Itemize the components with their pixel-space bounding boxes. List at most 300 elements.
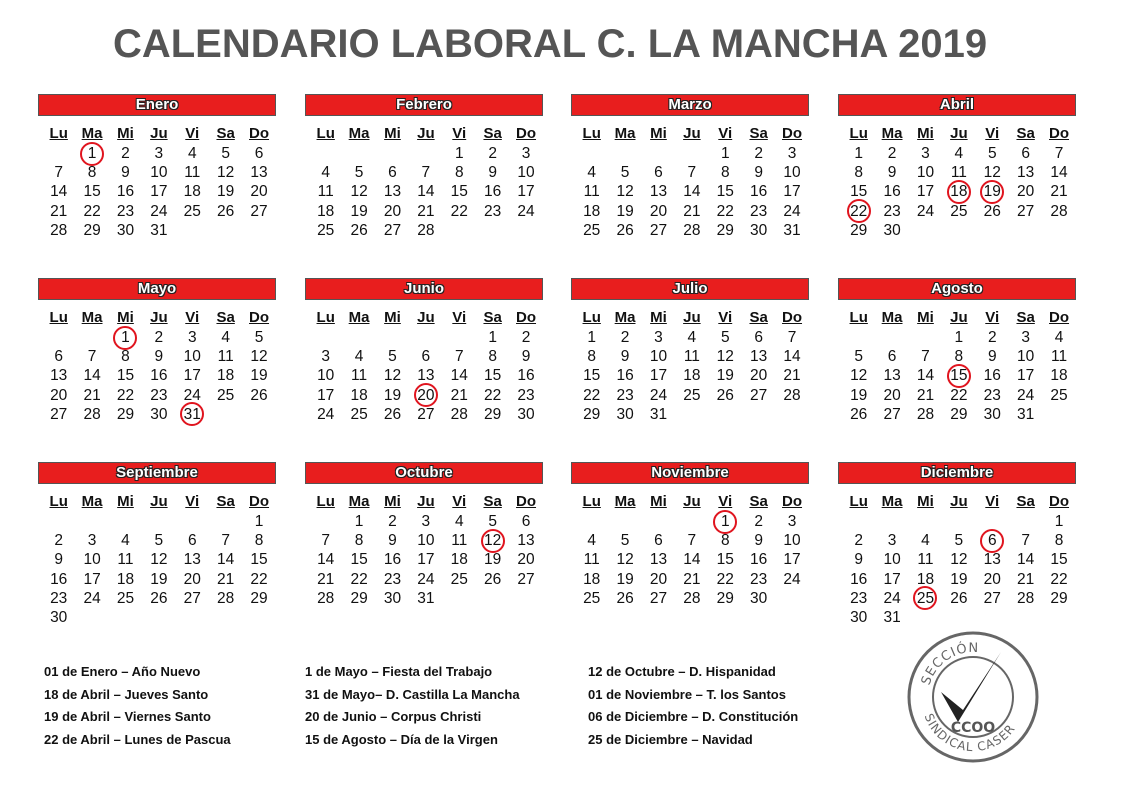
day-cell: 28 (683, 221, 701, 239)
month-name: Julio (571, 278, 809, 300)
day-cell: 1 (254, 513, 264, 530)
day-cell: 22 (1050, 570, 1068, 588)
day-cell: 7 (321, 532, 330, 550)
weekday-label: Vi (718, 125, 733, 142)
day-cell: 4 (454, 513, 464, 530)
weekday-label: Do (249, 493, 270, 510)
holiday-day: 12 (476, 531, 509, 550)
day-cell: 2 (887, 145, 897, 162)
legend-item: 12 de Octubre – D. Hispanidad (588, 664, 776, 679)
day-cell: 24 (1017, 386, 1035, 404)
weekday-label: Sa (1016, 125, 1035, 142)
empty-cell (42, 144, 75, 163)
weekday-label: Vi (452, 493, 467, 510)
month-4 (38, 278, 276, 423)
day-cell: 27 (250, 202, 268, 220)
legend-item: 06 de Diciembre – D. Constitución (588, 709, 799, 724)
weekday-label: Lu (316, 309, 335, 326)
day-cell: 13 (383, 183, 402, 201)
day-cell: 16 (517, 367, 535, 385)
day-cell: 26 (217, 202, 235, 220)
day-cell: 19 (616, 202, 634, 220)
day-cell: 19 (150, 570, 168, 588)
day-cell: 29 (583, 405, 601, 423)
day-cell: 11 (117, 551, 134, 569)
month-name: Diciembre (838, 462, 1076, 484)
month-3 (838, 94, 1076, 239)
day-cell: 7 (687, 164, 697, 182)
day-cell: 14 (50, 183, 68, 201)
day-cell: 28 (783, 386, 801, 404)
month-10 (571, 462, 809, 607)
day-cell: 26 (350, 221, 368, 239)
day-cell: 25 (450, 570, 468, 588)
legend-item: 15 de Agosto – Día de la Virgen (305, 731, 498, 747)
month-days-grid (842, 124, 1076, 240)
day-cell: 9 (121, 164, 130, 182)
day-cell: 11 (351, 367, 368, 385)
day-cell: 16 (883, 183, 901, 201)
day-cell: 29 (250, 589, 268, 607)
day-cell: 26 (716, 386, 734, 404)
day-cell: 13 (649, 183, 668, 201)
empty-cell (309, 512, 342, 531)
day-cell: 9 (987, 348, 997, 366)
day-cell: 3 (787, 145, 797, 162)
day-cell: 15 (350, 551, 368, 569)
day-cell: 16 (383, 551, 402, 569)
day-cell: 28 (1050, 202, 1068, 220)
day-cell: 29 (716, 589, 734, 607)
day-cell: 18 (450, 551, 468, 569)
day-cell: 21 (683, 570, 701, 588)
day-cell: 28 (83, 405, 101, 423)
weekday-label: Lu (582, 493, 601, 510)
month-name: Octubre (305, 462, 543, 484)
day-cell: 31 (883, 608, 901, 626)
weekday-label: Ma (881, 125, 903, 142)
empty-cell (376, 144, 409, 163)
day-cell: 21 (50, 202, 68, 220)
day-cell: 27 (50, 405, 68, 423)
weekday-label: Mi (384, 493, 401, 510)
empty-cell (42, 328, 75, 347)
legend-item: 20 de Junio – Corpus Christi (305, 709, 482, 724)
day-cell: 24 (183, 386, 201, 404)
day-cell: 11 (451, 532, 468, 550)
day-cell: 25 (217, 386, 235, 404)
day-cell: 6 (388, 164, 397, 182)
weekday-label: Sa (216, 125, 235, 142)
day-cell: 26 (850, 405, 868, 423)
day-cell: 20 (50, 386, 68, 404)
day-cell: 19 (950, 570, 968, 588)
day-cell: 27 (750, 386, 768, 404)
weekday-label: Ju (950, 493, 968, 510)
empty-cell (142, 512, 175, 531)
month-0 (38, 94, 276, 239)
day-cell: 15 (83, 183, 101, 201)
empty-cell (575, 144, 608, 163)
day-cell: 22 (484, 386, 502, 404)
day-cell: 3 (654, 329, 663, 346)
weekday-label: Do (249, 309, 270, 326)
weekday-label: Ju (150, 125, 168, 142)
day-cell: 21 (417, 202, 435, 220)
day-cell: 9 (620, 348, 630, 366)
day-cell: 23 (484, 202, 502, 220)
day-cell: 14 (683, 183, 701, 201)
empty-cell (42, 512, 75, 531)
day-cells (309, 328, 543, 424)
day-cell: 14 (916, 367, 935, 385)
empty-cell (642, 144, 675, 163)
day-cell: 20 (983, 570, 1001, 588)
empty-cell (675, 144, 708, 163)
weekday-label: Sa (1016, 493, 1035, 510)
empty-cell (75, 328, 108, 347)
day-cell: 3 (187, 329, 197, 346)
day-cell: 6 (754, 329, 763, 346)
weekday-label: Ma (614, 493, 636, 510)
empty-cell (608, 144, 641, 163)
weekday-header (42, 124, 276, 144)
weekday-label: Ju (417, 493, 435, 510)
holiday-day: 15 (942, 366, 975, 385)
day-cell: 3 (1021, 329, 1030, 346)
day-cell: 12 (850, 367, 868, 385)
day-cell: 22 (716, 570, 734, 588)
ccoo-seal-logo (906, 630, 1041, 765)
day-cells (842, 144, 1076, 240)
weekday-label: Do (782, 309, 803, 326)
day-cell: 6 (421, 348, 431, 366)
day-cell: 27 (649, 589, 668, 607)
month-5 (305, 278, 543, 423)
day-cell: 5 (854, 348, 863, 366)
day-cell: 23 (883, 202, 901, 220)
day-cell: 2 (754, 513, 763, 530)
empty-cell (575, 512, 608, 531)
day-cell: 10 (83, 551, 101, 569)
weekday-label: Do (1049, 125, 1070, 142)
holiday-day: 1 (109, 328, 142, 347)
weekday-label: Ma (348, 125, 370, 142)
day-cell: 25 (583, 589, 601, 607)
day-cell: 11 (683, 348, 700, 366)
day-cell: 23 (50, 589, 68, 607)
empty-cell (409, 328, 442, 347)
day-cell: 14 (417, 183, 435, 201)
weekday-label: Sa (483, 493, 502, 510)
day-cell: 14 (783, 348, 801, 366)
day-cell: 8 (354, 532, 364, 550)
weekday-label: Ju (150, 309, 168, 326)
day-cell: 27 (983, 589, 1001, 607)
day-cell: 4 (187, 145, 197, 162)
day-cell: 25 (1050, 386, 1068, 404)
day-cell: 10 (649, 348, 668, 366)
empty-cell (909, 512, 942, 531)
day-cell: 30 (116, 221, 135, 239)
empty-cell (309, 328, 342, 347)
day-cell: 12 (250, 348, 268, 366)
day-cell: 31 (150, 221, 168, 239)
day-cell: 11 (184, 164, 201, 182)
day-cell: 21 (1017, 570, 1035, 588)
day-cell: 14 (317, 551, 335, 569)
weekday-label: Vi (452, 125, 467, 142)
day-cell: 1 (720, 145, 730, 162)
day-cell: 5 (954, 532, 964, 550)
empty-cell (409, 144, 442, 163)
day-cells (575, 512, 809, 608)
day-cell: 20 (383, 202, 402, 220)
day-cell: 22 (83, 202, 101, 220)
day-cell: 18 (217, 367, 235, 385)
day-cell: 3 (521, 145, 531, 162)
weekday-label: Lu (49, 125, 68, 142)
day-cell: 9 (754, 164, 763, 182)
day-cells (575, 144, 809, 240)
day-cell: 6 (887, 348, 897, 366)
day-cell: 27 (1017, 202, 1035, 220)
month-7 (838, 278, 1076, 423)
day-cell: 18 (350, 386, 368, 404)
day-cell: 30 (883, 221, 901, 239)
day-cell: 19 (616, 570, 634, 588)
day-cell: 13 (183, 551, 201, 569)
day-cell: 1 (488, 329, 497, 346)
weekday-label: Sa (483, 125, 502, 142)
day-cell: 15 (450, 183, 468, 201)
day-cell: 11 (1050, 348, 1068, 366)
empty-cell (209, 512, 242, 531)
legend-item: 1 de Mayo – Fiesta del Trabajo (305, 664, 493, 679)
weekday-label: Do (516, 493, 537, 510)
day-cell: 23 (850, 589, 868, 607)
weekday-label: Sa (749, 125, 768, 142)
empty-cell (109, 512, 142, 531)
day-cell: 8 (121, 348, 130, 366)
weekday-header (575, 124, 809, 144)
day-cell: 7 (454, 348, 464, 366)
day-cell: 15 (850, 183, 868, 201)
day-cell: 30 (983, 405, 1001, 423)
day-cell: 26 (150, 589, 168, 607)
weekday-label: Ju (683, 309, 701, 326)
day-cell: 28 (450, 405, 468, 423)
day-cell: 20 (1017, 183, 1035, 201)
day-cell: 27 (517, 570, 535, 588)
day-cell: 17 (183, 367, 201, 385)
day-cell: 7 (221, 532, 230, 550)
weekday-label: Lu (49, 493, 68, 510)
weekday-label: Sa (216, 493, 235, 510)
day-cell: 1 (1054, 513, 1064, 530)
holiday-day: 19 (976, 182, 1009, 201)
weekday-header (309, 492, 543, 512)
day-cell: 8 (454, 164, 464, 182)
day-cell: 28 (1017, 589, 1035, 607)
day-cell: 17 (783, 183, 801, 201)
day-cell: 31 (417, 589, 435, 607)
weekday-header (842, 124, 1076, 144)
day-cell: 19 (716, 367, 734, 385)
day-cell: 11 (217, 348, 234, 366)
month-days-grid (42, 308, 276, 424)
day-cell: 30 (383, 589, 402, 607)
day-cell: 22 (250, 570, 268, 588)
day-cell: 21 (916, 386, 935, 404)
day-cell: 2 (488, 145, 497, 162)
day-cell: 28 (217, 589, 235, 607)
day-cell: 6 (1021, 145, 1030, 162)
day-cell: 25 (116, 589, 135, 607)
empty-cell (875, 328, 908, 347)
month-days-grid (42, 124, 276, 240)
day-cell: 12 (950, 551, 968, 569)
day-cell: 20 (517, 551, 535, 569)
day-cell: 9 (488, 164, 497, 182)
day-cell: 9 (887, 164, 897, 182)
day-cell: 27 (417, 405, 435, 423)
day-cell: 12 (150, 551, 168, 569)
weekday-header (42, 492, 276, 512)
day-cell: 9 (54, 551, 63, 569)
day-cell: 10 (317, 367, 335, 385)
day-cell: 21 (1050, 183, 1068, 201)
day-cell: 8 (854, 164, 863, 182)
month-days-grid (842, 308, 1076, 424)
empty-cell (842, 328, 875, 347)
page-title: CALENDARIO LABORAL C. LA MANCHA 2019 (112, 22, 988, 66)
day-cell: 13 (649, 551, 668, 569)
holiday-day: 22 (842, 202, 875, 221)
legend-item: 01 de Enero – Año Nuevo (44, 664, 201, 679)
empty-cell (376, 328, 409, 347)
day-cell: 28 (916, 405, 935, 423)
day-cell: 8 (720, 532, 730, 550)
empty-cell (1009, 512, 1042, 531)
weekday-label: Ma (81, 125, 103, 142)
day-cell: 20 (183, 570, 201, 588)
empty-cell (443, 328, 476, 347)
seal-bottom-text: SINDICAL CASER (921, 711, 1019, 755)
weekday-label: Lu (849, 309, 868, 326)
day-cell: 24 (883, 589, 901, 607)
day-cell: 20 (649, 202, 668, 220)
day-cell: 9 (521, 348, 531, 366)
day-cell: 20 (649, 570, 668, 588)
month-9 (305, 462, 543, 607)
weekday-label: Sa (483, 309, 502, 326)
day-cell: 6 (187, 532, 197, 550)
day-cell: 18 (583, 202, 601, 220)
weekday-label: Do (516, 125, 537, 142)
weekday-label: Ma (348, 309, 370, 326)
weekday-label: Mi (117, 125, 134, 142)
day-cell: 15 (583, 367, 601, 385)
day-cell: 30 (616, 405, 634, 423)
holiday-day: 1 (75, 144, 108, 163)
weekday-label: Mi (650, 309, 667, 326)
day-cell: 31 (783, 221, 801, 239)
day-cell: 8 (954, 348, 964, 366)
month-days-grid (842, 492, 1076, 627)
day-cell: 4 (587, 164, 596, 182)
weekday-label: Vi (185, 125, 200, 142)
day-cell: 29 (850, 221, 868, 239)
weekday-label: Ma (881, 309, 903, 326)
day-cell: 22 (116, 386, 135, 404)
weekday-label: Lu (49, 309, 68, 326)
weekday-label: Ju (683, 493, 701, 510)
weekday-header (309, 308, 543, 328)
day-cell: 5 (720, 329, 730, 346)
day-cell: 2 (987, 329, 997, 346)
day-cells (42, 512, 276, 627)
month-days-grid (309, 308, 543, 424)
weekday-label: Lu (316, 493, 335, 510)
day-cell: 19 (383, 386, 402, 404)
day-cell: 14 (450, 367, 468, 385)
day-cell: 7 (687, 532, 697, 550)
weekday-label: Ma (614, 309, 636, 326)
day-cell: 5 (488, 513, 497, 530)
day-cell: 29 (350, 589, 368, 607)
empty-cell (675, 512, 708, 531)
month-days-grid (309, 124, 543, 240)
day-cell: 16 (484, 183, 502, 201)
month-8 (38, 462, 276, 626)
day-cell: 23 (983, 386, 1001, 404)
day-cell: 13 (883, 367, 901, 385)
day-cell: 14 (217, 551, 235, 569)
day-cell: 17 (317, 386, 335, 404)
day-cell: 2 (54, 532, 63, 550)
day-cell: 21 (683, 202, 701, 220)
day-cell: 4 (587, 532, 596, 550)
day-cell: 30 (850, 608, 868, 626)
weekday-label: Vi (185, 309, 200, 326)
day-cell: 3 (421, 513, 431, 530)
day-cell: 14 (1050, 164, 1068, 182)
day-cell: 15 (116, 367, 135, 385)
day-cell: 19 (250, 367, 268, 385)
day-cell: 4 (687, 329, 697, 346)
weekday-label: Mi (384, 309, 401, 326)
day-cell: 30 (150, 405, 168, 423)
month-days-grid (309, 492, 543, 608)
day-cell: 3 (887, 532, 897, 550)
day-cell: 4 (1054, 329, 1064, 346)
day-cell: 16 (616, 367, 634, 385)
day-cell: 8 (1054, 532, 1064, 550)
day-cell: 18 (916, 570, 935, 588)
holiday-day: 20 (409, 386, 442, 405)
day-cell: 3 (921, 145, 930, 162)
day-cell: 26 (383, 405, 402, 423)
day-cell: 10 (916, 164, 935, 182)
day-cell: 4 (354, 348, 364, 366)
day-cell: 15 (716, 551, 734, 569)
day-cell: 5 (154, 532, 164, 550)
holiday-day: 25 (909, 589, 942, 608)
day-cell: 24 (783, 202, 801, 220)
month-name: Junio (305, 278, 543, 300)
day-cell: 8 (87, 164, 97, 182)
